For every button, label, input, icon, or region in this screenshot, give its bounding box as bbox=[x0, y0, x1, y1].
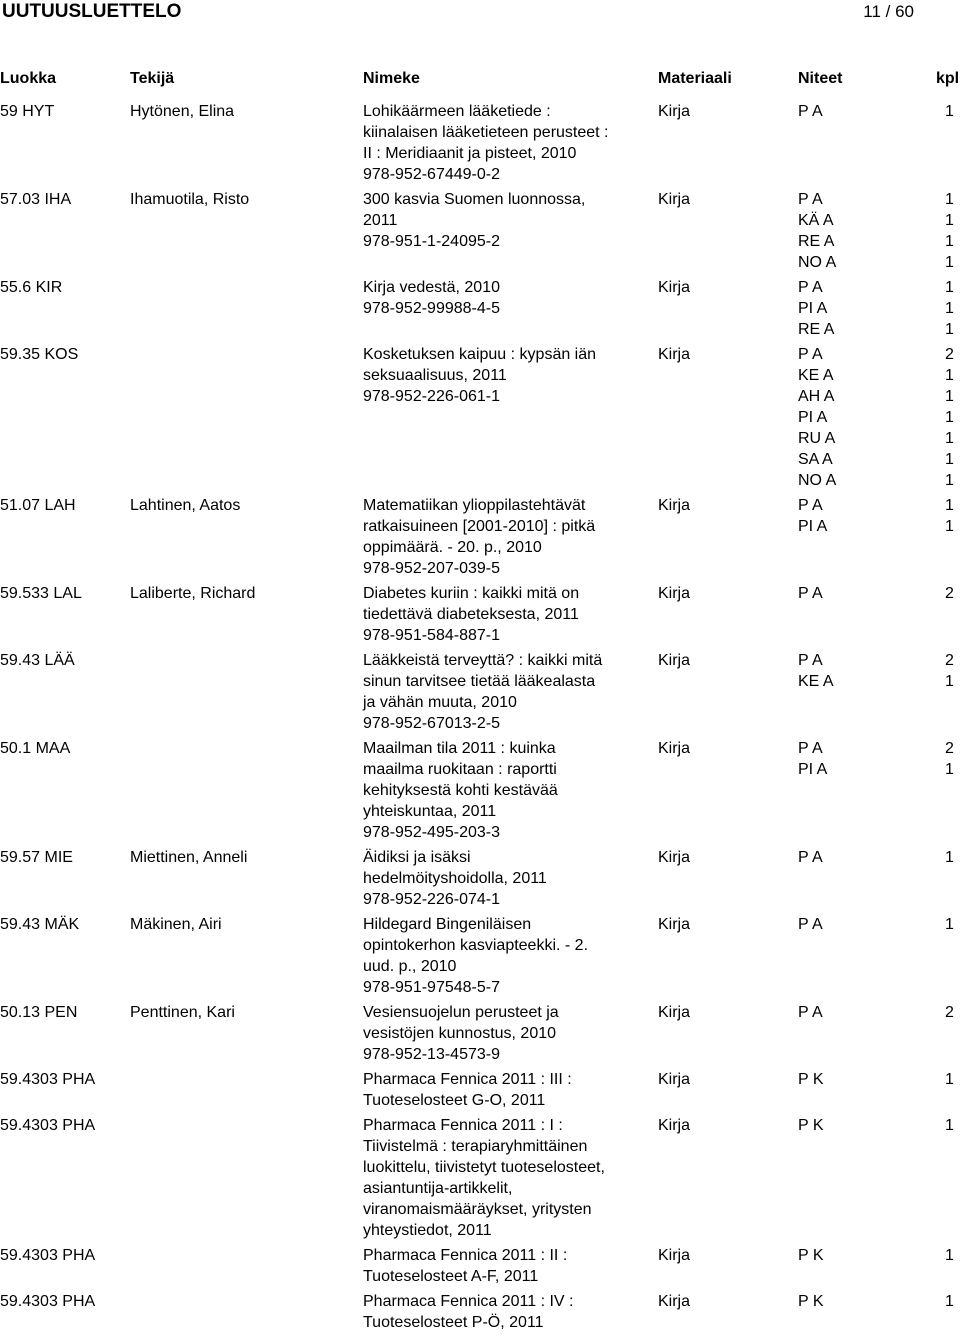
title-line: Äidiksi ja isäksi bbox=[363, 849, 471, 866]
holding-location: P A bbox=[798, 497, 823, 514]
title-block bbox=[363, 738, 643, 843]
class-code: 59.4303 PHA bbox=[0, 1117, 96, 1134]
holding-count: 1 bbox=[945, 279, 954, 296]
title-block bbox=[363, 1069, 643, 1111]
title-line: asiantuntija-artikkelit, bbox=[363, 1180, 513, 1197]
holding-entry bbox=[798, 189, 954, 210]
title-line: 978-952-495-203-3 bbox=[363, 824, 500, 841]
column-header-author: Tekijä bbox=[130, 70, 175, 87]
catalog-list bbox=[0, 101, 960, 1337]
holding-location: P K bbox=[798, 1117, 824, 1134]
holding-entry bbox=[798, 847, 954, 868]
holding-location: PI A bbox=[798, 300, 828, 317]
page-number: 11 / 60 bbox=[863, 2, 914, 21]
holding-location: NO A bbox=[798, 472, 837, 489]
holding-entry bbox=[798, 759, 954, 780]
holding-entry bbox=[798, 407, 954, 428]
holding-entry bbox=[798, 344, 954, 365]
title-line: Matematiikan ylioppilastehtävät bbox=[363, 497, 586, 514]
catalog-row bbox=[0, 1245, 960, 1291]
catalog-row bbox=[0, 847, 960, 914]
holdings-list bbox=[798, 583, 954, 604]
material-type: Kirja bbox=[658, 103, 691, 120]
title-line: Hildegard Bingeniläisen bbox=[363, 916, 532, 933]
holding-location: P A bbox=[798, 585, 823, 602]
title-line: 978-951-97548-5-7 bbox=[363, 979, 500, 996]
holding-count: 2 bbox=[945, 585, 954, 602]
material-type: Kirja bbox=[658, 1071, 691, 1088]
holding-location: RE A bbox=[798, 321, 835, 338]
holding-entry bbox=[798, 650, 954, 671]
title-line: sinun tarvitsee tietää lääkealasta bbox=[363, 673, 596, 690]
holdings-list bbox=[798, 1291, 954, 1312]
holding-location: KÄ A bbox=[798, 212, 834, 229]
holding-entry bbox=[798, 252, 954, 273]
title-block bbox=[363, 495, 643, 579]
author-name: Miettinen, Anneli bbox=[130, 849, 248, 866]
title-block bbox=[363, 847, 643, 910]
holding-location: P A bbox=[798, 346, 823, 363]
holding-entry bbox=[798, 495, 954, 516]
title-line: Pharmaca Fennica 2011 : I : bbox=[363, 1117, 563, 1134]
document-title: UUTUUSLUETTELO bbox=[2, 1, 182, 22]
class-code: 59 HYT bbox=[0, 103, 55, 120]
material-type: Kirja bbox=[658, 346, 691, 363]
holding-count: 1 bbox=[945, 430, 954, 447]
title-line: luokittelu, tiivistetyt tuoteselosteet, bbox=[363, 1159, 605, 1176]
catalog-row bbox=[0, 1115, 960, 1245]
holding-location: P K bbox=[798, 1247, 824, 1264]
class-code: 59.43 LÄÄ bbox=[0, 652, 75, 669]
holdings-list bbox=[798, 495, 954, 537]
holding-entry bbox=[798, 738, 954, 759]
title-line: ja vähän muuta, 2010 bbox=[363, 694, 517, 711]
holdings-list bbox=[798, 189, 954, 273]
holding-count: 1 bbox=[945, 409, 954, 426]
title-line: yhteystiedot, 2011 bbox=[363, 1222, 492, 1239]
title-block bbox=[363, 277, 643, 319]
material-type: Kirja bbox=[658, 1293, 691, 1310]
holding-entry bbox=[798, 428, 954, 449]
holding-count: 1 bbox=[945, 191, 954, 208]
catalog-row bbox=[0, 738, 960, 847]
title-line: Pharmaca Fennica 2011 : II : bbox=[363, 1247, 568, 1264]
holding-entry bbox=[798, 449, 954, 470]
title-line: 978-952-99988-4-5 bbox=[363, 300, 500, 317]
holding-location: P A bbox=[798, 652, 823, 669]
catalog-row bbox=[0, 1069, 960, 1115]
title-line: 978-952-67013-2-5 bbox=[363, 715, 500, 732]
holdings-list bbox=[798, 344, 954, 491]
catalog-row bbox=[0, 189, 960, 277]
holding-count: 1 bbox=[945, 761, 954, 778]
title-line: seksuaalisuus, 2011 bbox=[363, 367, 507, 384]
holding-location: P A bbox=[798, 191, 823, 208]
holding-count: 2 bbox=[945, 740, 954, 757]
title-line: Kosketuksen kaipuu : kypsän iän bbox=[363, 346, 597, 363]
title-block bbox=[363, 344, 643, 407]
title-line: 978-952-67449-0-2 bbox=[363, 166, 500, 183]
holdings-list bbox=[798, 101, 954, 122]
holding-location: P A bbox=[798, 849, 823, 866]
catalog-row bbox=[0, 914, 960, 1002]
holding-count: 1 bbox=[945, 1247, 954, 1264]
title-line: Pharmaca Fennica 2011 : III : bbox=[363, 1071, 572, 1088]
holdings-list bbox=[798, 1115, 954, 1136]
holding-entry bbox=[798, 386, 954, 407]
holding-entry bbox=[798, 365, 954, 386]
page-header bbox=[0, 0, 960, 24]
class-code: 59.4303 PHA bbox=[0, 1071, 96, 1088]
holding-entry bbox=[798, 231, 954, 252]
title-line: Tuoteselosteet G-O, 2011 bbox=[363, 1092, 546, 1109]
holding-count: 1 bbox=[945, 1293, 954, 1310]
holding-location: SA A bbox=[798, 451, 833, 468]
class-code: 59.4303 PHA bbox=[0, 1247, 96, 1264]
title-line: Vesiensuojelun perusteet ja bbox=[363, 1004, 559, 1021]
holding-entry bbox=[798, 470, 954, 491]
title-block bbox=[363, 1245, 643, 1287]
holding-count: 2 bbox=[945, 346, 954, 363]
holding-location: P K bbox=[798, 1293, 824, 1310]
catalog-row bbox=[0, 1291, 960, 1337]
title-line: 978-952-13-4573-9 bbox=[363, 1046, 500, 1063]
title-line: II : Meridiaanit ja pisteet, 2010 bbox=[363, 145, 577, 162]
holding-count: 1 bbox=[945, 212, 954, 229]
title-line: kiinalaisen lääketieteen perusteet : bbox=[363, 124, 609, 141]
holding-location: P A bbox=[798, 1004, 823, 1021]
title-block bbox=[363, 1291, 643, 1333]
holding-entry bbox=[798, 1115, 954, 1136]
catalog-row bbox=[0, 344, 960, 495]
holding-location: KE A bbox=[798, 367, 834, 384]
material-type: Kirja bbox=[658, 497, 691, 514]
title-line: vesistöjen kunnostus, 2010 bbox=[363, 1025, 557, 1042]
author-name: Ihamuotila, Risto bbox=[130, 191, 250, 208]
class-code: 59.35 KOS bbox=[0, 346, 79, 363]
title-block bbox=[363, 101, 643, 185]
holding-count: 1 bbox=[945, 916, 954, 933]
catalog-row bbox=[0, 650, 960, 738]
holdings-list bbox=[798, 277, 954, 340]
author-name: Laliberte, Richard bbox=[130, 585, 256, 602]
holding-location: AH A bbox=[798, 388, 835, 405]
holding-entry bbox=[798, 583, 954, 604]
author-name: Hytönen, Elina bbox=[130, 103, 235, 120]
holding-count: 1 bbox=[945, 233, 954, 250]
holding-entry bbox=[798, 1291, 954, 1312]
holding-count: 1 bbox=[945, 1117, 954, 1134]
class-code: 50.1 MAA bbox=[0, 740, 71, 757]
title-block bbox=[363, 583, 643, 646]
title-block bbox=[363, 650, 643, 734]
holdings-list bbox=[798, 650, 954, 692]
class-code: 55.6 KIR bbox=[0, 279, 63, 296]
holding-count: 1 bbox=[945, 497, 954, 514]
title-block bbox=[363, 189, 643, 252]
holding-count: 1 bbox=[945, 673, 954, 690]
holding-location: P A bbox=[798, 279, 823, 296]
holding-location: P K bbox=[798, 1071, 824, 1088]
holdings-list bbox=[798, 914, 954, 935]
title-line: Tuoteselosteet A-F, 2011 bbox=[363, 1268, 539, 1285]
class-code: 51.07 LAH bbox=[0, 497, 76, 514]
holding-count: 1 bbox=[945, 1071, 954, 1088]
class-code: 57.03 IHA bbox=[0, 191, 72, 208]
title-line: viranomaismääräykset, yritysten bbox=[363, 1201, 592, 1218]
title-line: Lohikäärmeen lääketiede : bbox=[363, 103, 551, 120]
holding-entry bbox=[798, 101, 954, 122]
holding-entry bbox=[798, 277, 954, 298]
title-block bbox=[363, 1002, 643, 1065]
holding-location: P A bbox=[798, 740, 823, 757]
holding-count: 1 bbox=[945, 472, 954, 489]
holding-entry bbox=[798, 671, 954, 692]
class-code: 59.43 MÄK bbox=[0, 916, 80, 933]
holding-entry bbox=[798, 1069, 954, 1090]
material-type: Kirja bbox=[658, 1004, 691, 1021]
title-line: 978-952-226-061-1 bbox=[363, 388, 500, 405]
title-line: Lääkkeistä terveyttä? : kaikki mitä bbox=[363, 652, 603, 669]
material-type: Kirja bbox=[658, 191, 691, 208]
title-line: opintokerhon kasviapteekki. - 2. bbox=[363, 937, 589, 954]
column-header-count: kpl bbox=[936, 70, 960, 87]
title-line: 978-952-207-039-5 bbox=[363, 560, 500, 577]
author-name: Mäkinen, Airi bbox=[130, 916, 222, 933]
title-line: Tuoteselosteet P-Ö, 2011 bbox=[363, 1314, 544, 1331]
class-code: 59.4303 PHA bbox=[0, 1293, 96, 1310]
holding-entry bbox=[798, 210, 954, 231]
holding-entry bbox=[798, 914, 954, 935]
title-line: Tiivistelmä : terapiaryhmittäinen bbox=[363, 1138, 588, 1155]
title-line: maailma ruokitaan : raportti bbox=[363, 761, 557, 778]
holding-entry bbox=[798, 298, 954, 319]
catalog-row bbox=[0, 277, 960, 344]
column-header-title: Nimeke bbox=[363, 70, 420, 87]
holding-count: 1 bbox=[945, 321, 954, 338]
title-line: 2011 bbox=[363, 212, 398, 229]
catalog-row bbox=[0, 495, 960, 583]
catalog-row bbox=[0, 101, 960, 189]
holding-count: 1 bbox=[945, 518, 954, 535]
material-type: Kirja bbox=[658, 279, 691, 296]
holdings-list bbox=[798, 847, 954, 868]
title-line: ratkaisuineen [2001-2010] : pitkä bbox=[363, 518, 596, 535]
title-line: Diabetes kuriin : kaikki mitä on bbox=[363, 585, 580, 602]
title-line: kehityksestä kohti kestävää bbox=[363, 782, 558, 799]
holding-count: 1 bbox=[945, 103, 954, 120]
title-line: 978-951-584-887-1 bbox=[363, 627, 500, 644]
title-line: hedelmöityshoidolla, 2011 bbox=[363, 870, 547, 887]
material-type: Kirja bbox=[658, 1117, 691, 1134]
title-line: Pharmaca Fennica 2011 : IV : bbox=[363, 1293, 574, 1310]
title-line: 978-952-226-074-1 bbox=[363, 891, 500, 908]
title-line: 978-951-1-24095-2 bbox=[363, 233, 500, 250]
holding-count: 1 bbox=[945, 367, 954, 384]
holding-location: P A bbox=[798, 916, 823, 933]
author-name: Penttinen, Kari bbox=[130, 1004, 235, 1021]
holding-entry bbox=[798, 319, 954, 340]
author-name: Lahtinen, Aatos bbox=[130, 497, 241, 514]
holding-location: P A bbox=[798, 103, 823, 120]
title-block bbox=[363, 914, 643, 998]
holding-entry bbox=[798, 516, 954, 537]
material-type: Kirja bbox=[658, 652, 691, 669]
holding-location: KE A bbox=[798, 673, 834, 690]
holding-count: 2 bbox=[945, 1004, 954, 1021]
holding-count: 1 bbox=[945, 388, 954, 405]
material-type: Kirja bbox=[658, 916, 691, 933]
holding-location: PI A bbox=[798, 761, 828, 778]
class-code: 50.13 PEN bbox=[0, 1004, 78, 1021]
holding-location: PI A bbox=[798, 518, 828, 535]
catalog-row bbox=[0, 583, 960, 650]
class-code: 59.57 MIE bbox=[0, 849, 73, 866]
material-type: Kirja bbox=[658, 1247, 691, 1264]
title-line: uud. p., 2010 bbox=[363, 958, 457, 975]
holding-entry bbox=[798, 1245, 954, 1266]
column-header-class: Luokka bbox=[0, 70, 57, 87]
holdings-list bbox=[798, 738, 954, 780]
title-block bbox=[363, 1115, 643, 1241]
material-type: Kirja bbox=[658, 740, 691, 757]
holdings-list bbox=[798, 1245, 954, 1266]
holding-location: RU A bbox=[798, 430, 836, 447]
title-line: tiedettävä diabeteksesta, 2011 bbox=[363, 606, 579, 623]
title-line: Kirja vedestä, 2010 bbox=[363, 279, 500, 296]
holding-location: RE A bbox=[798, 233, 835, 250]
holding-entry bbox=[798, 1002, 954, 1023]
column-header-material: Materiaali bbox=[658, 70, 732, 87]
holding-location: PI A bbox=[798, 409, 828, 426]
title-line: Maailman tila 2011 : kuinka bbox=[363, 740, 556, 757]
holding-location: NO A bbox=[798, 254, 837, 271]
holdings-list bbox=[798, 1002, 954, 1023]
holding-count: 1 bbox=[945, 451, 954, 468]
holding-count: 2 bbox=[945, 652, 954, 669]
title-line: oppimäärä. - 20. p., 2010 bbox=[363, 539, 542, 556]
holding-count: 1 bbox=[945, 849, 954, 866]
column-header-row bbox=[0, 68, 960, 90]
class-code: 59.533 LAL bbox=[0, 585, 82, 602]
material-type: Kirja bbox=[658, 585, 691, 602]
material-type: Kirja bbox=[658, 849, 691, 866]
title-line: 300 kasvia Suomen luonnossa, bbox=[363, 191, 586, 208]
holding-count: 1 bbox=[945, 254, 954, 271]
holdings-list bbox=[798, 1069, 954, 1090]
catalog-row bbox=[0, 1002, 960, 1069]
title-line: yhteiskuntaa, 2011 bbox=[363, 803, 497, 820]
holding-count: 1 bbox=[945, 300, 954, 317]
column-header-notes: Niteet bbox=[798, 70, 843, 87]
